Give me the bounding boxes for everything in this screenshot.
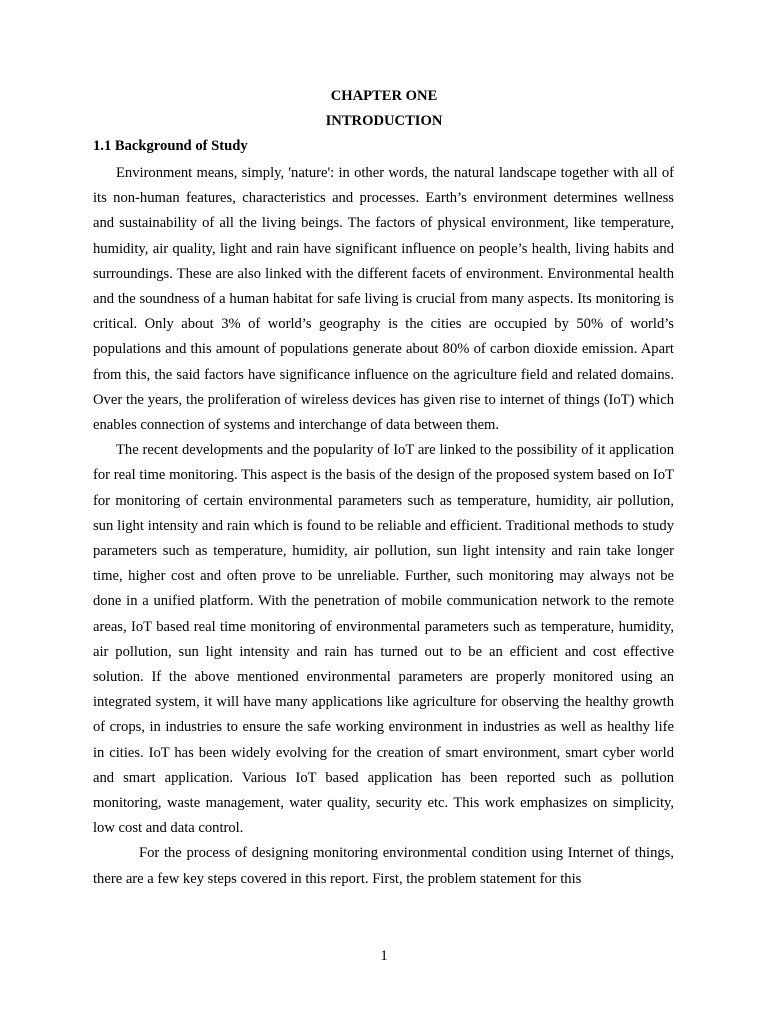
chapter-label: CHAPTER ONE (330, 88, 438, 104)
paragraph-3: For the process of designing monitoring environmental condition using Internet of things, there are a few key steps covered in this report. First, the problem statement for this (93, 845, 674, 887)
paragraph-2: The recent developments and the popularity of IoT are linked to the possibility of it application for real time monitoring. This aspect is the basis of the design of the proposed system based on IoT for monitoring of certain environmental parameters such as temperature, humidity, air pollution, sun light intensity and rain which is found to be reliable and efficient. Traditional methods to study parameters such as temperature, humidity, air pollution, sun light intensity and rain take longer time, higher cost and often prove to be unreliable. Further, such monitoring may always not be done in a unified platform. With the penetration of mobile communication network to the remote areas, IoT based real time monitoring of environmental parameters such as temperature, humidity, air pollution, sun light intensity and rain has turned out to be an efficient and cost effective solution. If the above mentioned environmental parameters are properly monitored using an integrated system, it will have many applications like agriculture for observing the healthy growth of crops, in industries to ensure the safe working environment in industries as well as healthy life in cities. IoT has been widely evolving for the creation of smart environment, smart cyber world and smart application. Various IoT based application has been reported such as pollution monitoring, waste management, water quality, security etc. This work emphasizes on simplicity, low cost and data control. (93, 442, 674, 837)
body-text (93, 161, 674, 892)
chapter-title: INTRODUCTION (325, 113, 443, 129)
paragraph-1: Environment means, simply, 'nature': in other words, the natural landscape together with all of its non-human features, characteristics and processes. Earth’s environment determines wellness and sustainability of all the living beings. The factors of physical environment, like temperature, humidity, air quality, light and rain have significant influence on people’s health, living habits and surroundings. These are also linked with the different facets of environment. Environmental health and the soundness of a human habitat for safe living is crucial from many aspects. Its monitoring is critical. Only about 3% of world’s geography is the cities are occupied by 50% of world’s populations and this amount of populations generate about 80% of carbon dioxide emission. Apart from this, the said factors have significance influence on the agriculture field and related domains. Over the years, the proliferation of wireless devices has given rise to internet of things (IoT) which enables connection of systems and interchange of data between them. (93, 165, 674, 434)
page-number: 1 (380, 948, 388, 964)
section-heading: 1.1 Background of Study (93, 138, 248, 154)
